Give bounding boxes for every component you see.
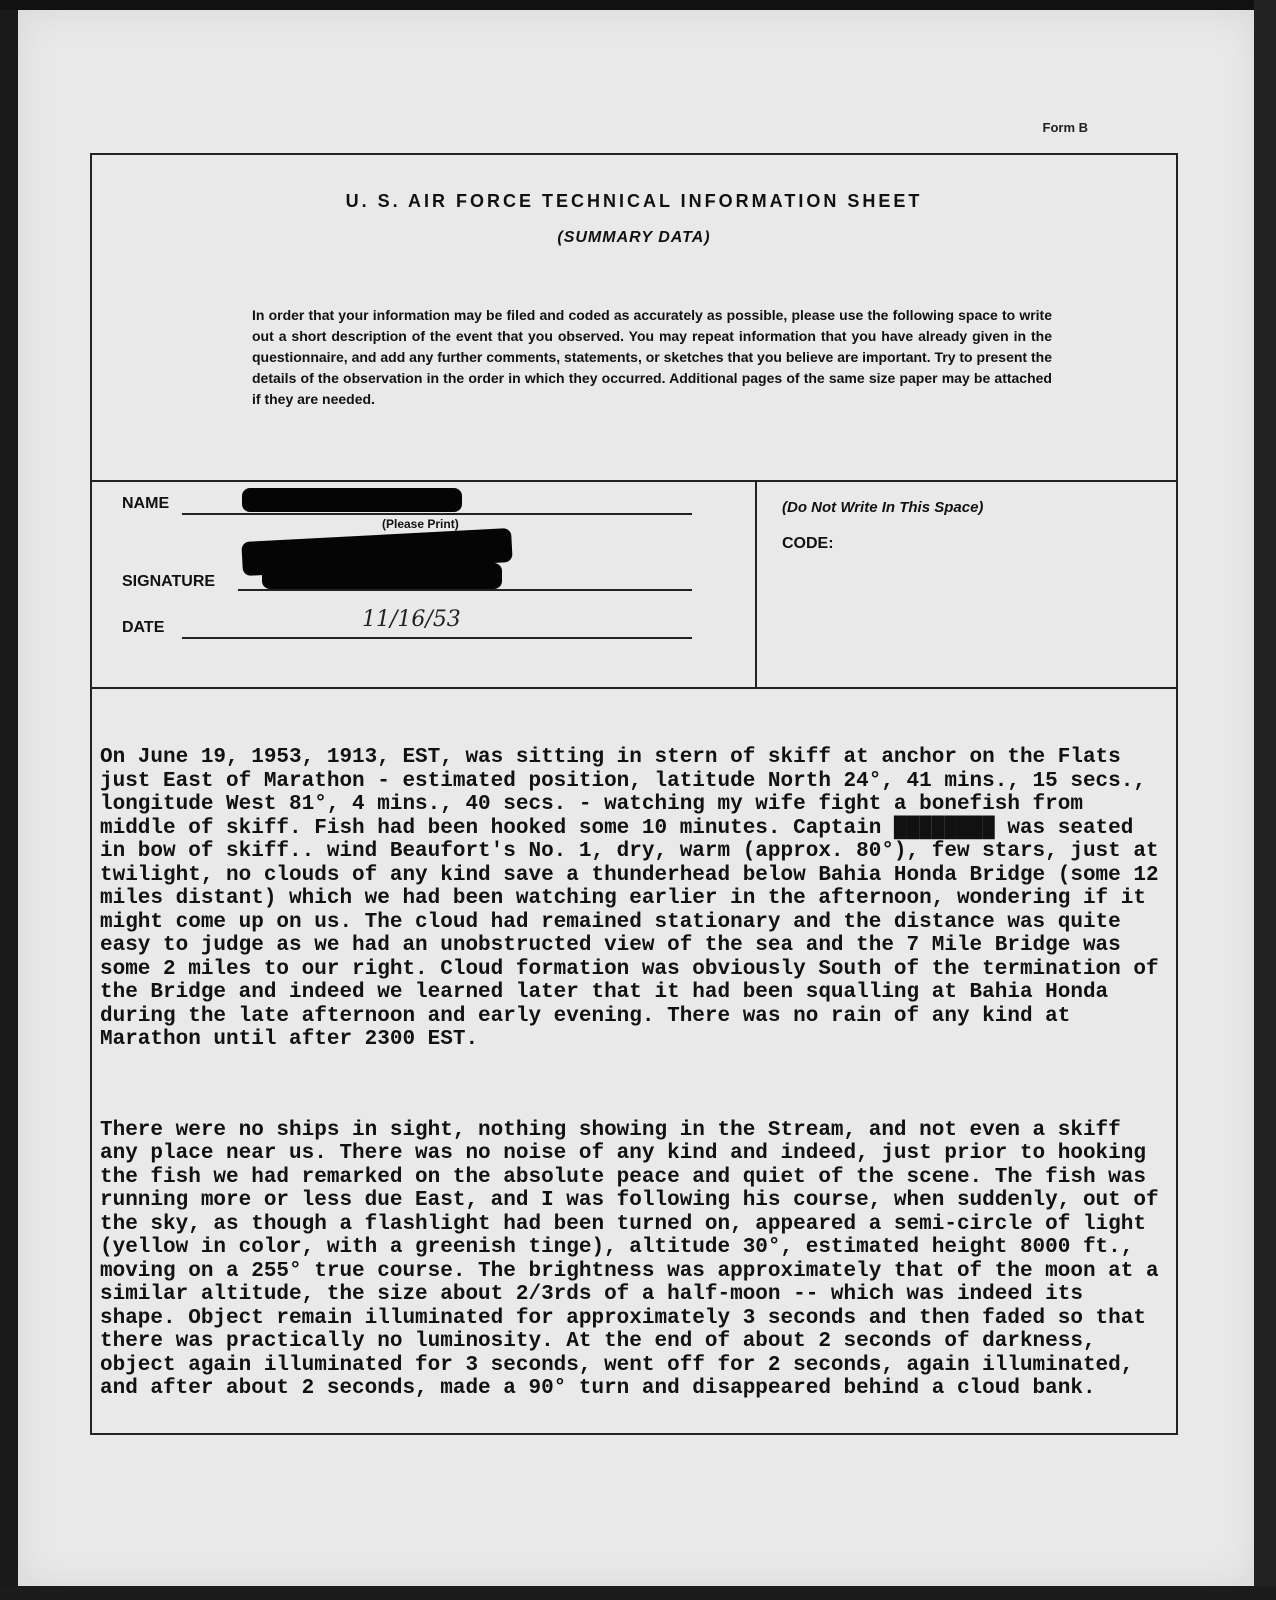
signature-line <box>238 589 692 591</box>
narrative-paragraph: On June 19, 1953, 1913, EST, was sitting in stern of skiff at anchor on the Flats just East of Marathon - estimated position, latitude North 24°, 41 mins., 15 secs., longitude West 81°, 4 mins., 40 secs. - watching my wife fight a bonefish from middle of skiff. Fish had been hooked some 10 minutes. Captain ████████ was seated in bow of skiff.. wind Beaufort's No. 1, dry, warm (approx. 80°), few stars, just at twilight, no clouds of any kind save a thunderhead below Bahia Honda Bridge (some 12 miles distant) which we had been watching earlier in the afternoon, wondering if it might come up on us. The cloud had remained stationary and the distance was quite easy to judge as we had an unobstructed view of the sea and the 7 Mile Bridge was some 2 miles to our right. Cloud formation was obviously South of the termination of the Bridge and indeed we learned later that it had been squalling at Bahia Honda during the late afternoon and early evening. There was no rain of any kind at Marathon until after 2300 EST. <box>100 746 1172 1051</box>
form-number: Form B <box>1042 120 1088 135</box>
form-frame <box>90 153 1178 1435</box>
scan-border-bottom <box>0 1586 1276 1600</box>
narrative-paragraph: There were no ships in sight, nothing showing in the Stream, and not even a skiff any place near us. There was no noise of any kind and indeed, just prior to hooking the fish we had remarked on the absolute peace and quiet of the scene. The fish was running more or less due East, and I was following his course, when suddenly, out of the sky, as though a flashlight had been turned on, appeared a semi-circle of light (yellow in color, with a greenish tinge), altitude 30°, estimated height 8000 ft., moving on a 255° true course. The brightness was approximately that of the moon at a similar altitude, the size about 2/3rds of a half-moon -- which was indeed its shape. Object remain illuminated for approximately 3 seconds and then faded so that there was practically no luminosity. At the end of about 2 seconds of darkness, object again illuminated for 3 seconds, went off for 2 seconds, again illuminated, and after about 2 seconds, made a 90° turn and disappeared behind a cloud bank. <box>100 1118 1172 1400</box>
scan-border-top <box>0 0 1276 10</box>
narrative-text <box>100 699 1170 1468</box>
date-label: DATE <box>122 619 165 636</box>
date-line <box>182 637 692 639</box>
date-value: 11/16/53 <box>362 607 461 632</box>
name-line <box>182 513 692 515</box>
code-label: CODE: <box>782 535 834 552</box>
office-use-note: (Do Not Write In This Space) <box>782 499 984 516</box>
form-instructions: In order that your information may be filed and coded as accurately as possible, please use the following space to write out a short description of the event that you observed. You may repeat information that you have already given in the questionnaire, and add any further comments, statements, or sketches that you believe are important. Try to present the details of the observation in the order in which they occurred. Additional pages of the same size paper may be attached if they are needed. <box>252 307 1052 407</box>
scan-border-right <box>1254 0 1276 1600</box>
print-hint: (Please Print) <box>382 517 459 531</box>
column-divider <box>755 480 757 689</box>
section-divider <box>92 687 1176 689</box>
document-page <box>18 10 1256 1588</box>
redaction-mark <box>242 488 462 512</box>
form-subtitle: (SUMMARY DATA) <box>557 229 711 246</box>
form-title: U. S. AIR FORCE TECHNICAL INFORMATION SHEET <box>345 191 923 211</box>
signature-label: SIGNATURE <box>122 573 216 590</box>
name-label: NAME <box>122 495 170 512</box>
redaction-mark <box>262 563 502 589</box>
section-divider <box>92 480 1176 482</box>
